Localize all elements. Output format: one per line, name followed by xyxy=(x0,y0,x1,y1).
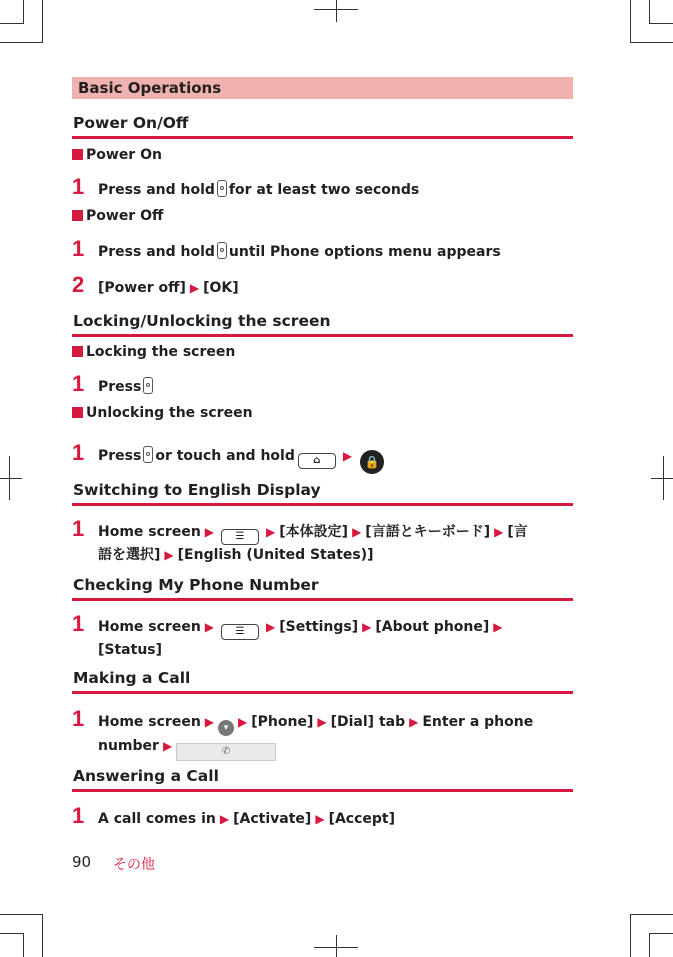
arrow-right-icon: ▶ xyxy=(342,449,353,463)
lock-icon: 🔒 xyxy=(360,450,384,474)
crop-mark xyxy=(0,933,24,934)
power-key-icon xyxy=(217,180,227,197)
arrow-right-icon: ▶ xyxy=(266,525,276,539)
crop-mark xyxy=(336,935,337,957)
crop-mark xyxy=(23,933,24,957)
power-key-icon xyxy=(217,242,227,259)
subheading-power-on: Power On xyxy=(72,147,162,163)
crop-mark xyxy=(9,456,10,500)
arrow-right-icon: ▶ xyxy=(317,715,327,729)
section-rule xyxy=(72,334,573,337)
menu-key-icon: ☰ xyxy=(221,624,259,640)
arrow-right-icon: ▶ xyxy=(162,739,173,753)
step-number: 1 xyxy=(72,440,85,465)
crop-mark xyxy=(42,914,43,957)
step-number: 1 xyxy=(72,174,85,199)
arrow-right-icon: ▶ xyxy=(219,812,230,826)
crop-mark xyxy=(336,0,337,22)
section-rule xyxy=(72,598,573,601)
arrow-right-icon: ▶ xyxy=(164,548,174,562)
crop-mark xyxy=(630,914,673,915)
section-rule xyxy=(72,691,573,694)
arrow-right-icon: ▶ xyxy=(352,525,362,539)
crop-mark xyxy=(663,456,664,500)
arrow-right-icon: ▶ xyxy=(266,620,276,634)
section-title-lock: Locking/Unlocking the screen xyxy=(73,312,331,330)
arrow-right-icon: ▶ xyxy=(494,525,504,539)
app-drawer-icon: ▾ xyxy=(218,720,234,736)
step-number: 1 xyxy=(72,803,85,828)
power-key-icon xyxy=(143,377,153,394)
square-bullet-icon xyxy=(72,210,83,221)
page-banner: Basic Operations xyxy=(72,77,573,99)
arrow-right-icon: ▶ xyxy=(493,620,503,634)
section-title-call: Making a Call xyxy=(73,669,191,687)
crop-mark xyxy=(649,933,650,957)
crop-mark xyxy=(630,0,631,43)
crop-mark xyxy=(649,23,673,24)
square-bullet-icon xyxy=(72,407,83,418)
crop-mark xyxy=(42,0,43,43)
crop-mark xyxy=(630,914,631,957)
arrow-right-icon: ▶ xyxy=(189,281,200,295)
power-key-icon xyxy=(143,446,153,463)
arrow-right-icon: ▶ xyxy=(204,620,215,634)
arrow-right-icon: ▶ xyxy=(238,715,248,729)
call-button-icon: ✆ xyxy=(176,743,276,761)
section-rule xyxy=(72,136,573,139)
crop-mark xyxy=(649,933,673,934)
subheading-unlock: Unlocking the screen xyxy=(72,405,253,421)
crop-mark xyxy=(0,42,43,43)
chapter-label: その他 xyxy=(113,857,155,873)
section-title-mynumber: Checking My Phone Number xyxy=(73,576,319,594)
step-number: 2 xyxy=(72,272,85,297)
section-rule xyxy=(72,789,573,792)
crop-mark xyxy=(0,478,22,479)
arrow-right-icon: ▶ xyxy=(409,715,419,729)
square-bullet-icon xyxy=(72,149,83,160)
section-title-english: Switching to English Display xyxy=(73,481,321,499)
crop-mark xyxy=(23,0,24,24)
arrow-right-icon: ▶ xyxy=(315,812,325,826)
page-number: 90 xyxy=(72,853,92,871)
home-key-icon: ⌂ xyxy=(298,453,336,469)
square-bullet-icon xyxy=(72,346,83,357)
crop-mark xyxy=(651,478,673,479)
arrow-right-icon: ▶ xyxy=(204,525,215,539)
crop-mark xyxy=(0,914,43,915)
crop-mark xyxy=(630,42,673,43)
section-title-power: Power On/Off xyxy=(73,114,189,132)
step-number: 1 xyxy=(72,236,85,261)
crop-mark xyxy=(649,0,650,24)
step-number: 1 xyxy=(72,516,85,541)
arrow-right-icon: ▶ xyxy=(362,620,372,634)
step-number: 1 xyxy=(72,371,85,396)
step-number: 1 xyxy=(72,706,85,731)
subheading-power-off: Power Off xyxy=(72,208,163,224)
section-title-answer: Answering a Call xyxy=(73,767,219,785)
menu-key-icon: ☰ xyxy=(221,529,259,545)
step-number: 1 xyxy=(72,611,85,636)
subheading-lock: Locking the screen xyxy=(72,344,235,360)
crop-mark xyxy=(0,23,24,24)
section-rule xyxy=(72,503,573,506)
arrow-right-icon: ▶ xyxy=(204,715,215,729)
